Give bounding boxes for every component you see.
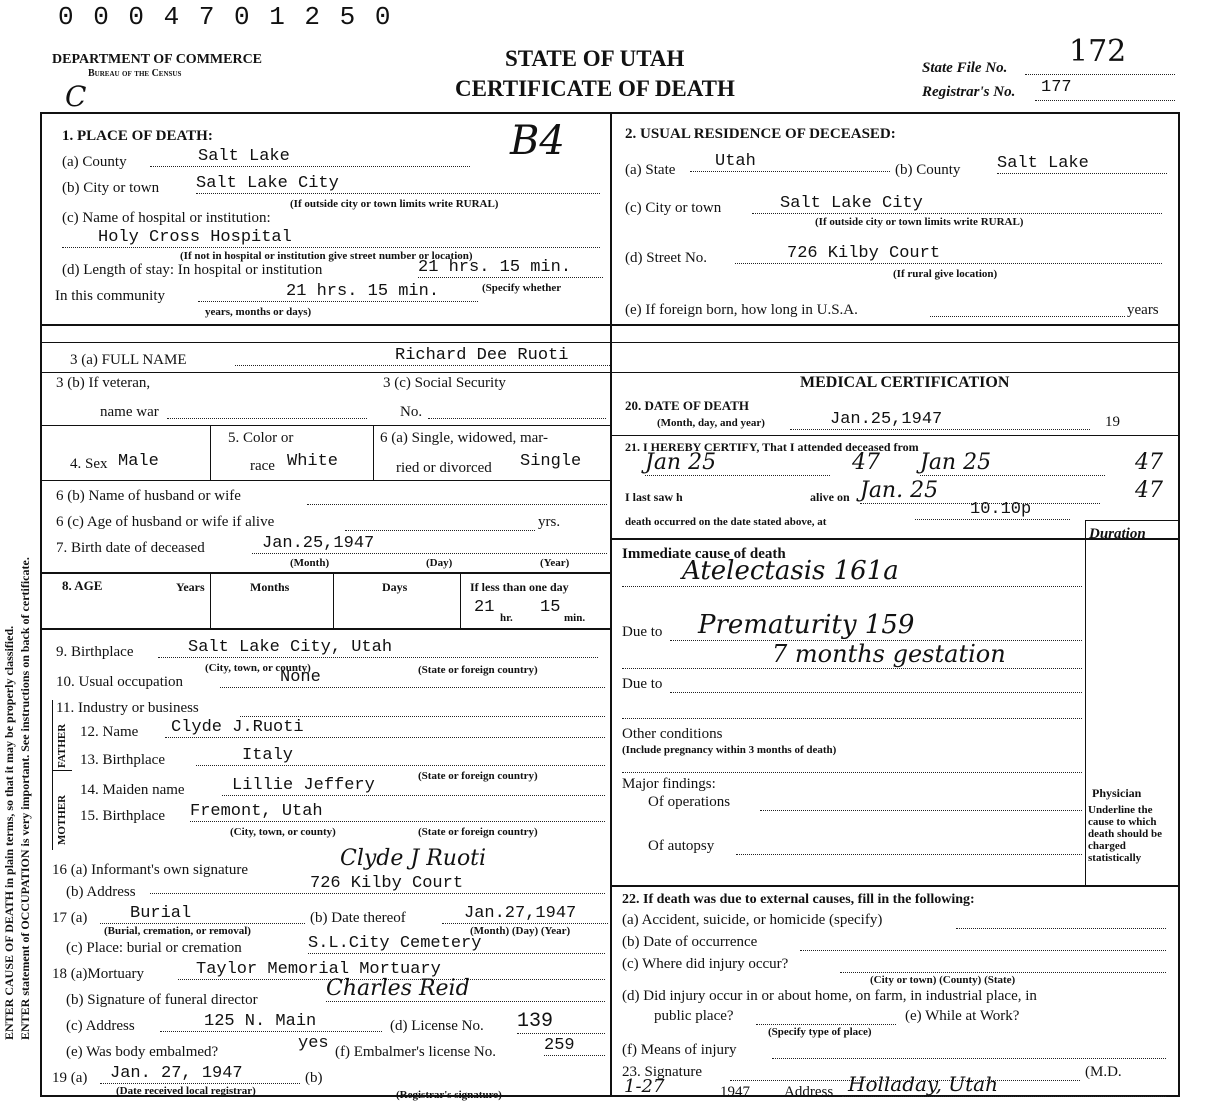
- bureau-label: Bureau of the Census: [88, 68, 182, 79]
- birthplace-label: 9. Birthplace: [56, 644, 134, 660]
- mother-vertical: MOTHER: [56, 794, 68, 845]
- attended-to-year: 47: [1135, 450, 1163, 475]
- marital-label-2: ried or divorced: [396, 460, 492, 476]
- date-of-death-year: 19: [1105, 414, 1120, 430]
- license-label: (d) License No.: [390, 1018, 484, 1034]
- department-label: DEPARTMENT OF COMMERCE: [52, 52, 263, 67]
- form-title-state: STATE OF UTAH: [505, 46, 685, 71]
- mother-birthplace: Fremont, Utah: [190, 802, 605, 822]
- alive-year: 47: [1135, 478, 1163, 503]
- death-county-label: (a) County: [62, 154, 127, 170]
- due-to-2: 7 months gestation: [622, 640, 1082, 669]
- date-of-death-label: 20. DATE OF DEATH: [625, 398, 749, 413]
- external-c-note: (City or town) (County) (State): [870, 974, 1016, 986]
- birthplace-state-note: (State or foreign country): [418, 664, 538, 676]
- veteran-label: 3 (b) If veteran,: [56, 375, 151, 391]
- external-b: (b) Date of occurrence: [622, 934, 758, 950]
- maiden-name-label: 14. Maiden name: [80, 782, 185, 798]
- res-state-label: (a) State: [625, 162, 676, 178]
- burial-date-note: (Month) (Day) (Year): [470, 925, 571, 937]
- birth-date: Jan.25,1947: [252, 534, 607, 554]
- res-county-label: (b) County: [895, 162, 961, 178]
- medical-heading: MEDICAL CERTIFICATION: [800, 374, 1010, 391]
- attended-from-year: 47: [852, 450, 880, 475]
- burial-label: 17 (a): [52, 910, 88, 926]
- mother-birthplace-label: 15. Birthplace: [80, 808, 165, 824]
- alive-on: Jan. 25: [860, 478, 1100, 504]
- serial-number: 0 0 0 4 7 0 1 2 5 0: [58, 2, 393, 32]
- foreign-born-value: [930, 298, 1125, 317]
- state-file-label: State File No.: [922, 60, 1008, 76]
- race-value: White: [287, 452, 339, 471]
- race-label: race: [250, 458, 275, 474]
- duration-label: Duration: [1089, 526, 1146, 542]
- state-file-number: 172: [1069, 34, 1127, 69]
- industry-value: [240, 700, 605, 717]
- father-birthplace-label: 13. Birthplace: [80, 752, 165, 768]
- embalmed: yes: [298, 1034, 329, 1053]
- autopsy-label: Of autopsy: [648, 838, 715, 854]
- informant-address: 726 Kilby Court: [150, 874, 605, 894]
- burial-date: Jan.27,1947: [442, 904, 608, 924]
- spouse-age-value: [345, 514, 535, 531]
- death-county: Salt Lake: [150, 147, 470, 167]
- yrs-label: yrs.: [538, 514, 561, 530]
- director-label: (b) Signature of funeral director: [66, 992, 258, 1008]
- age-months-col: Months: [250, 580, 290, 594]
- husband-value: [307, 488, 607, 505]
- birth-date-label: 7. Birth date of deceased: [56, 540, 205, 556]
- father-name-label: 12. Name: [80, 724, 139, 740]
- registrar-value: [1035, 80, 1175, 101]
- attended-from: Jan 25: [645, 450, 830, 476]
- director-signature: Charles Reid: [326, 976, 605, 1002]
- sex-label: 4. Sex: [70, 456, 108, 472]
- immediate-cause: Atelectasis 161a: [622, 556, 1082, 587]
- father-name: Clyde J.Ruoti: [165, 718, 605, 738]
- burial-note: (Burial, cremation, or removal): [104, 925, 251, 937]
- full-name: Richard Dee Ruoti: [235, 346, 610, 366]
- mortuary-address-label: (c) Address: [66, 1018, 135, 1034]
- name-war-label: name war: [100, 404, 159, 420]
- occupation-label: 10. Usual occupation: [56, 674, 184, 690]
- death-city: Salt Lake City: [196, 174, 600, 194]
- age-minutes: 15: [540, 598, 561, 617]
- community-label: In this community: [55, 288, 165, 304]
- registrar-label: Registrar's No.: [922, 84, 1016, 100]
- side-instruction-1: ENTER statement of OCCUPATION is very important. See instructions on back of certificate.: [18, 557, 32, 1040]
- external-b-value: [800, 934, 1166, 951]
- res-city-label: (c) City or town: [625, 200, 722, 216]
- color-label: 5. Color or: [228, 430, 294, 446]
- age-years-col: Years: [176, 580, 205, 594]
- embalmed-label: (e) Was body embalmed?: [66, 1044, 219, 1060]
- birthplace: Salt Lake City, Utah: [158, 638, 598, 658]
- date-of-death-note: (Month, day, and year): [657, 417, 765, 429]
- mother-city-note: (City, town, or county): [230, 826, 336, 838]
- md-label: (M.D.: [1085, 1064, 1122, 1080]
- death-time: 10.10p: [915, 500, 1070, 520]
- major-findings-label: Major findings:: [622, 776, 716, 792]
- sex-value: Male: [118, 452, 159, 471]
- embalmer-label: (f) Embalmer's license No.: [335, 1044, 496, 1060]
- date-of-death: Jan.25,1947: [790, 410, 1090, 430]
- ss-label: 3 (c) Social Security: [383, 375, 506, 391]
- side-instruction-2: ENTER CAUSE OF DEATH in plain terms, so that it may be properly classified.: [2, 625, 16, 1040]
- mortuary: Taylor Memorial Mortuary: [178, 960, 605, 980]
- occurred-label: death occurred on the date stated above, at: [625, 516, 827, 528]
- external-d: (d) Did injury occur in or about home, on farm, in industrial place, in: [622, 988, 1037, 1004]
- hospital-label: (c) Name of hospital or institution:: [62, 210, 271, 226]
- age-hours: 21: [474, 598, 495, 617]
- operations-value: [760, 794, 1082, 811]
- ss-no-label: No.: [400, 404, 423, 420]
- immediate-cause-label: Immediate cause of death: [622, 546, 786, 562]
- less-day-label: If less than one day: [470, 580, 569, 594]
- res-rural-note: (If outside city or town limits write RURAL): [815, 216, 1024, 228]
- years-label: years: [1127, 302, 1159, 318]
- occupation: None: [220, 668, 605, 688]
- due-to-line-3: [622, 704, 1082, 719]
- age-days-col: Days: [382, 580, 408, 594]
- due-to-value-2: [670, 676, 1082, 693]
- hospital-note: (If not in hospital or institution give street number or location): [180, 250, 473, 262]
- mother-state-note: (State or foreign country): [418, 826, 538, 838]
- burial-date-label: (b) Date thereof: [310, 910, 406, 926]
- res-county: Salt Lake: [997, 154, 1167, 174]
- community-length: 21 hrs. 15 min.: [198, 282, 478, 302]
- due-to-label-2: Due to: [622, 676, 663, 692]
- external-f: (f) Means of injury: [622, 1042, 737, 1058]
- birthplace-city-note: (City, town, or county): [205, 662, 311, 674]
- place-mark: B4: [510, 118, 565, 164]
- birth-day-label: (Day): [426, 557, 453, 569]
- external-a: (a) Accident, suicide, or homicide (specify): [622, 912, 883, 928]
- external-d2: public place?: [654, 1008, 734, 1024]
- certify-label: 21. I HEREBY CERTIFY, That I attended deceased from: [625, 440, 919, 454]
- maiden-name: Lillie Jeffery: [222, 776, 605, 796]
- external-heading: 22. If death was due to external causes, fill in the following:: [622, 892, 975, 907]
- father-vertical: FATHER: [56, 723, 68, 768]
- autopsy-value: [736, 838, 1082, 855]
- signature-date: 1-27: [624, 1076, 665, 1097]
- external-a-value: [956, 912, 1166, 929]
- mortuary-address: 125 N. Main: [160, 1012, 382, 1032]
- residence-heading: 2. USUAL RESIDENCE OF DECEASED:: [625, 126, 896, 142]
- husband-label: 6 (b) Name of husband or wife: [56, 488, 241, 504]
- registrar-number: 177: [1041, 78, 1072, 97]
- burial-place-label: (c) Place: burial or cremation: [66, 940, 242, 956]
- last-saw-label: I last saw h: [625, 490, 683, 504]
- birth-month-label: (Month): [290, 557, 330, 569]
- foreign-born-label: (e) If foreign born, how long in U.S.A.: [625, 302, 858, 318]
- full-name-label: 3 (a) FULL NAME: [70, 352, 187, 368]
- form-title: CERTIFICATE OF DEATH: [455, 76, 735, 101]
- mortuary-label: 18 (a)Mortuary: [52, 966, 145, 982]
- physician-label: Physician: [1092, 786, 1142, 800]
- informant-signature: Clyde J Ruoti: [340, 846, 487, 871]
- signature-address: Holladay, Utah: [842, 1072, 1166, 1097]
- res-state: Utah: [690, 152, 890, 172]
- birth-year-label: (Year): [540, 557, 570, 569]
- spouse-age-label: 6 (c) Age of husband or wife if alive: [56, 514, 275, 530]
- physician-note: Underline the cause to which death should be charged statistically: [1088, 804, 1162, 864]
- hr-label: hr.: [500, 612, 513, 624]
- external-type-note: (Specify type of place): [768, 1026, 872, 1038]
- embalmer: 259: [544, 1036, 605, 1056]
- received-label: 19 (a): [52, 1070, 88, 1086]
- signature-address-label: Address: [784, 1084, 834, 1100]
- place-of-death-heading: 1. PLACE OF DEATH:: [62, 128, 213, 144]
- age-label: 8. AGE: [62, 578, 103, 593]
- received-date: Jan. 27, 1947: [100, 1064, 300, 1084]
- external-c: (c) Where did injury occur?: [622, 956, 789, 972]
- specify-note: (Specify whether: [482, 282, 562, 294]
- stay-label: (d) Length of stay: In hospital or institution: [62, 262, 323, 278]
- external-e: (e) While at Work?: [905, 1008, 1020, 1024]
- specify-note-2: years, months or days): [205, 306, 312, 318]
- registrar-b-label: (b): [305, 1070, 323, 1086]
- attended-to: Jan 25: [920, 450, 1105, 476]
- ss-no-value: [428, 402, 606, 419]
- min-label: min.: [564, 612, 586, 624]
- res-city: Salt Lake City: [752, 194, 1162, 214]
- external-d-value: [756, 1008, 896, 1025]
- res-street: 726 Kilby Court: [735, 244, 1162, 264]
- other-conditions-label: Other conditions: [622, 726, 723, 742]
- burial-place: S.L.City Cemetery: [308, 934, 605, 954]
- received-note: (Date received local registrar): [116, 1085, 256, 1097]
- due-to-label: Due to: [622, 624, 663, 640]
- maiden-state-note: (State or foreign country): [418, 770, 538, 782]
- license: 139: [517, 1010, 605, 1034]
- state-file-value: [1025, 34, 1175, 75]
- informant-sig-label: 16 (a) Informant's own signature: [52, 862, 248, 878]
- external-f-value: [772, 1042, 1166, 1059]
- external-c-value: [840, 956, 1166, 973]
- death-rural-note: (If outside city or town limits write RURAL): [290, 198, 499, 210]
- registrar-sig-note: (Registrar's signature): [396, 1089, 502, 1101]
- initial-mark: C: [65, 80, 87, 113]
- informant-address-label: (b) Address: [66, 884, 136, 900]
- marital-value: Single: [520, 452, 582, 471]
- operations-label: Of operations: [648, 794, 731, 810]
- death-city-label: (b) City or town: [62, 180, 160, 196]
- father-birthplace: Italy: [196, 746, 605, 766]
- stay-length: 21 hrs. 15 min.: [418, 258, 603, 278]
- name-war-value: [167, 402, 367, 419]
- industry-label: 11. Industry or business: [56, 700, 199, 716]
- res-street-label: (d) Street No.: [625, 250, 708, 266]
- signature-year: 1947: [720, 1084, 750, 1100]
- alive-label: alive on: [810, 490, 850, 504]
- marital-label: 6 (a) Single, widowed, mar-: [380, 430, 548, 446]
- other-conditions-value: [622, 758, 1082, 773]
- due-to: Prematurity 159: [670, 610, 1082, 641]
- burial: Burial: [100, 904, 305, 924]
- res-rural-give: (If rural give location): [893, 268, 998, 280]
- signature-label: 23. Signature: [622, 1064, 702, 1080]
- hospital-name: Holy Cross Hospital: [62, 228, 600, 248]
- other-conditions-note: (Include pregnancy within 3 months of death): [622, 744, 837, 756]
